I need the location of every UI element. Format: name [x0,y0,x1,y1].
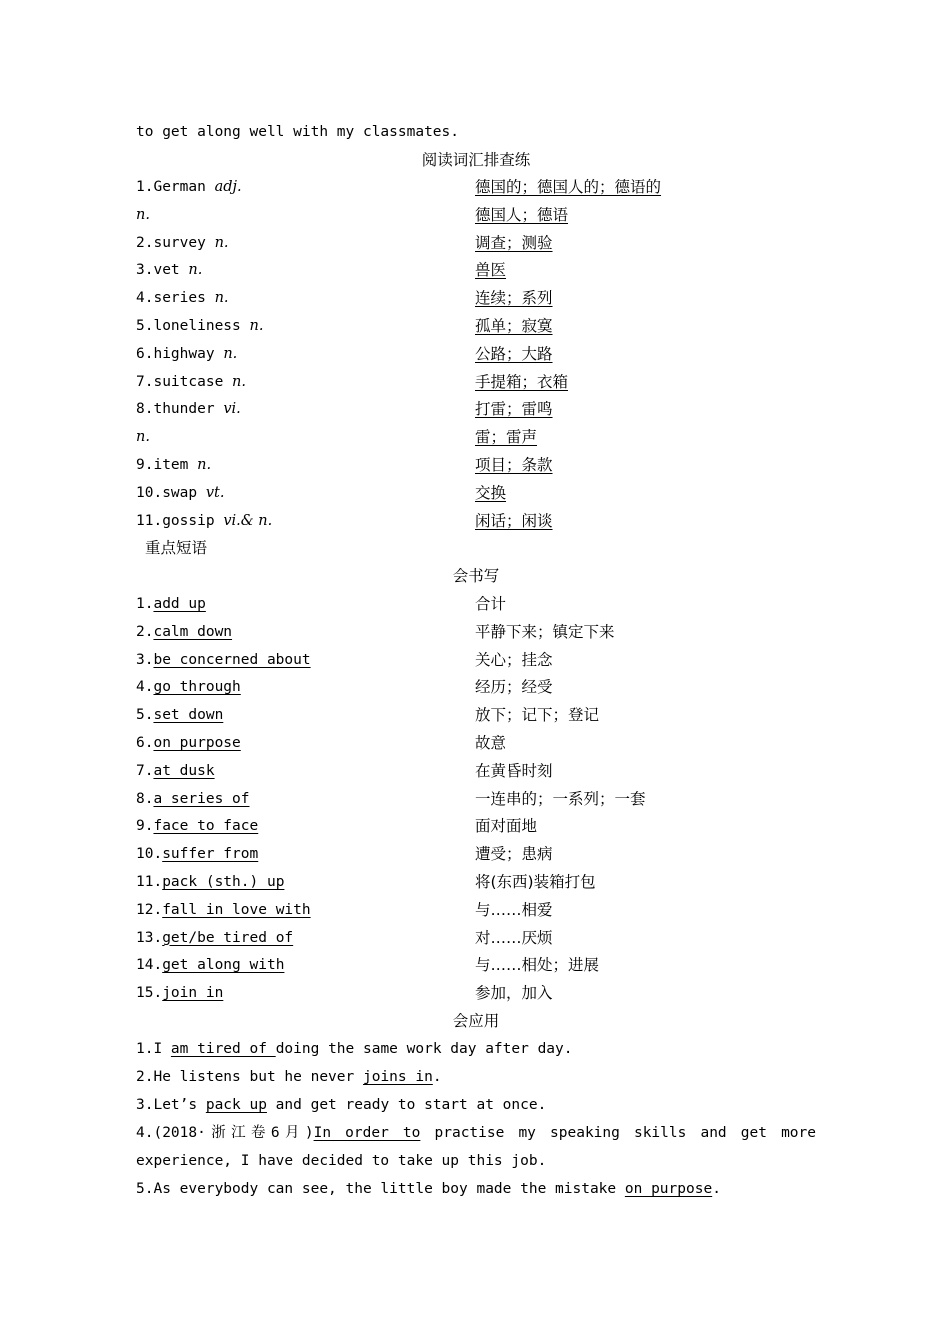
part-of-speech: n. [223,345,238,362]
phrase-meaning: 一连串的；一系列；一套 [475,789,646,808]
phrase-term [136,674,241,702]
part-of-speech: n. [214,234,229,251]
item-number: 5. [136,707,154,724]
phrase-meaning: 遭受；患病 [475,845,553,864]
vocab-meaning: 打雷；雷鸣 [475,400,553,419]
item-number: 11. [136,512,163,529]
item-number: 3. [136,651,154,668]
phrase-meaning: 对……厌烦 [475,928,553,947]
vocab-term [136,230,229,258]
phrase-term [136,813,258,841]
item-number: 9. [136,818,154,835]
item-number: 7. [136,762,154,779]
phrase-term [136,952,284,980]
answer-blank: In order to [313,1125,421,1141]
phrase-row [136,841,816,869]
phrase-term [136,897,311,925]
vocab-word: swap [162,484,198,501]
phrase-answer: join in [162,985,224,1002]
item-number: 13. [136,929,163,946]
phrase-answer: suffer from [162,846,259,863]
vocab-term [136,369,246,397]
phrase-row [136,980,816,1008]
sentence-prefix: 3.Let’s [136,1097,206,1113]
phrase-row [136,619,816,647]
vocab-term [136,424,150,452]
item-number: 15. [136,985,163,1002]
vocab-row [136,257,816,285]
phrase-meaning: 故意 [475,734,507,752]
phrase-meaning: 参加，加入 [475,984,553,1003]
phrase-meaning: 放下；记下；登记 [475,706,600,725]
sentence-prefix: 1.I [136,1041,171,1057]
phrase-term [136,730,241,758]
vocab-row [136,396,816,424]
phrase-answer: add up [153,596,206,612]
phrase-meaning: 在黄昏时刻 [475,761,553,780]
write-heading: 会书写 [452,567,500,585]
sentence-prefix: 5.As everybody can see, the little boy made the mistake [136,1181,625,1197]
phrase-row [136,758,816,786]
vocab-word: survey [153,234,206,251]
item-number: 1. [136,179,154,195]
phrase-answer: calm down [153,623,233,640]
phrase-term [136,980,223,1008]
part-of-speech: n. [197,457,212,473]
vocab-meaning: 调查；测验 [475,233,553,252]
vocab-row [136,452,816,480]
vocab-meaning: 项目；条款 [475,456,553,474]
part-of-speech: n. [249,318,264,334]
vocab-term [136,508,272,536]
vocab-term [136,285,229,313]
vocab-row [136,508,816,536]
phrase-answer: at dusk [153,762,215,779]
answer-blank: pack up [205,1097,267,1113]
item-number: 6. [136,735,154,751]
phrase-term [136,925,293,953]
sentence-suffix: and get ready to start at once. [266,1097,547,1113]
vocab-meaning: 德国人；德语 [475,205,569,224]
apply-sentence-1 [136,1036,816,1064]
vocab-word: loneliness [153,318,241,334]
sentence-prefix: 4.(2018·浙江卷6月) [136,1125,314,1141]
item-number: 8. [136,401,154,418]
vocab-term [136,202,150,230]
phrase-answer: get along with [162,957,285,974]
vocab-term [136,257,202,285]
vocab-row [136,202,816,230]
phrase-term [136,591,206,619]
item-number: 7. [136,373,154,390]
vocab-word: series [153,290,206,307]
reading-vocab-heading: 阅读词汇排查练 [421,151,531,169]
sentence-suffix: doing the same work day after day. [275,1041,573,1057]
vocab-word: gossip [162,512,215,529]
vocab-term [136,396,241,424]
phrase-row [136,674,816,702]
part-of-speech: vt. [205,484,225,501]
part-of-speech: vi.& n. [223,512,273,529]
item-number: 1. [136,596,154,612]
vocab-meaning: 手提箱；衣箱 [475,372,569,391]
phrase-row [136,952,816,980]
vocab-word: vet [153,262,180,279]
phrase-row [136,647,816,675]
vocab-row [136,480,816,508]
sentence-suffix: practise my speaking skills and get more [420,1125,816,1141]
apply-sentence-4-continued: experience, I have decided to take up this job. [136,1153,547,1169]
part-of-speech: n. [214,290,229,307]
item-number: 2. [136,623,154,640]
phrase-meaning: 将(东西)装箱打包 [475,873,596,891]
phrase-meaning: 合计 [475,595,507,613]
vocab-row [136,285,816,313]
phrase-meaning: 关心；挂念 [475,650,553,669]
apply-sentence-4 [136,1120,816,1148]
item-number: 12. [136,901,163,918]
phrase-meaning: 与……相处；进展 [475,956,600,975]
phrase-meaning: 平静下来；镇定下来 [475,622,615,641]
phrase-term [136,869,284,897]
item-number: 10. [136,846,163,863]
vocab-row [136,341,816,369]
phrase-answer: set down [153,707,224,724]
vocab-word: item [153,457,189,473]
item-number: 14. [136,957,163,974]
phrase-term [136,647,311,675]
vocab-meaning: 德国的；德国人的；德语的 [475,178,662,196]
part-of-speech: n. [136,206,150,223]
phrase-row [136,702,816,730]
phrase-answer: a series of [153,790,250,807]
part-of-speech: adj. [214,179,242,195]
vocab-row [136,230,816,258]
vocab-row [136,174,816,202]
answer-blank: on purpose [624,1181,713,1197]
vocab-meaning: 孤单；寂寞 [475,317,553,335]
item-number: 5. [136,318,154,334]
vocab-row [136,424,816,452]
vocab-word: thunder [153,401,215,418]
phrase-answer: pack (sth.) up [162,874,285,890]
phrase-term [136,758,215,786]
phrase-term [136,786,250,814]
phrase-row [136,813,816,841]
phrase-row [136,925,816,953]
vocab-word: highway [153,345,215,362]
vocab-meaning: 公路；大路 [475,344,553,363]
vocab-meaning: 雷；雷声 [475,428,538,447]
item-number: 4. [136,290,154,307]
vocab-word: suitcase [153,373,224,390]
part-of-speech: n. [232,373,246,390]
vocab-term [136,480,225,508]
phrase-meaning: 面对面地 [475,817,538,836]
phrase-meaning: 与……相爱 [475,900,553,919]
phrase-term [136,619,232,647]
vocab-term [136,313,263,341]
vocab-word: German [153,179,206,195]
vocab-row [136,313,816,341]
vocab-meaning: 连续；系列 [475,289,553,308]
phrase-answer: fall in love with [162,901,311,918]
vocab-meaning: 交换 [475,483,507,502]
item-number: 8. [136,790,154,807]
vocab-term [136,174,242,202]
phrase-row [136,869,816,897]
part-of-speech: n. [188,262,203,279]
answer-blank: joins in [362,1069,433,1085]
item-number: 10. [136,484,163,501]
phrase-meaning: 经历；经受 [475,678,553,697]
phrase-row [136,786,816,814]
item-number: 6. [136,345,154,362]
phrase-answer: go through [153,679,241,696]
vocab-term [136,452,211,480]
sentence-suffix: . [432,1069,442,1085]
item-number: 4. [136,679,154,696]
apply-sentence-3 [136,1092,816,1120]
vocab-meaning: 兽医 [475,261,507,280]
key-phrases-heading: 重点短语 [145,539,208,557]
phrase-answer: be concerned about [153,651,311,668]
phrase-term [136,841,258,869]
answer-blank: am tired of [170,1041,276,1057]
vocab-term [136,341,237,369]
intro-line: to get along well with my classmates. [136,124,460,140]
item-number: 9. [136,457,154,473]
sentence-prefix: 2.He listens but he never [136,1069,363,1085]
vocab-row [136,369,816,397]
phrase-row [136,897,816,925]
apply-sentence-5 [136,1176,816,1204]
item-number: 3. [136,262,154,279]
phrase-answer: on purpose [153,735,241,751]
phrase-term [136,702,223,730]
phrase-answer: get/be tired of [162,929,294,946]
phrase-row [136,730,816,758]
item-number: 2. [136,234,154,251]
vocab-meaning: 闲话；闲谈 [475,511,553,530]
part-of-speech: n. [136,429,150,446]
sentence-suffix: . [712,1181,721,1197]
item-number: 11. [136,874,163,890]
phrase-row [136,591,816,619]
phrase-answer: face to face [153,818,259,835]
apply-sentence-2 [136,1064,816,1092]
apply-heading: 会应用 [452,1012,500,1030]
part-of-speech: vi. [223,401,241,418]
